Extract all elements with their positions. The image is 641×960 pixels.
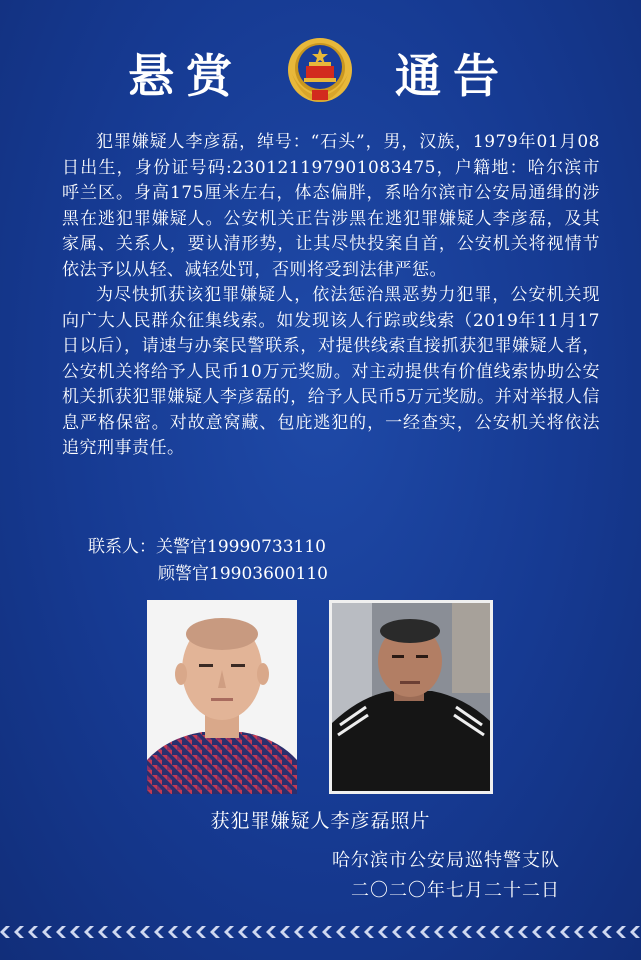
notice-paragraph-2: 为尽快抓获该犯罪嫌疑人，依法惩治黑恶势力犯罪，公安机关现向广大人民群众征集线索。如发现该人行踪或线索（2019年11月17日以后），请速与办案民警联系，对提供线索直接抓获犯罪嫌疑人者，公安机关将给予人民币10万元奖励。对主动提供有价值线索协助公安机关抓获犯罪嫌疑人李彦磊的，给予人民币5万元奖励。并对举报人信息严格保密。对故意窝藏、包庇逃犯的，一经查实，公安机关将依法追究刑事责任。	[62, 285, 600, 458]
issue-date: 二〇二〇年七月二十二日	[351, 880, 560, 901]
suspect-photo-2	[329, 600, 493, 794]
police-emblem-icon	[282, 34, 358, 110]
contact-line-2: 顾警官19903600110	[158, 564, 328, 584]
notice-paragraph-1: 犯罪嫌疑人李彦磊，绰号：“石头”，男，汉族，1979年01月08日出生，身份证号码:230121197901083475，户籍地：哈尔滨市呼兰区。身高175厘米左右，体态偏胖，系哈尔滨市公安局通缉的涉黑在逃犯罪嫌疑人。公安机关正告涉黑在逃犯罪嫌疑人李彦磊，及其家属、关系人，要认清形势，让其尽快投案自首，公安机关将视情节依法予以从轻、减轻处罚，否则将受到法律严惩。	[62, 132, 600, 280]
contact-block	[88, 534, 328, 588]
contact-line-1: 联系人：关警官19990733110	[88, 537, 326, 557]
title-left: 悬赏	[128, 49, 244, 103]
suspect-photo-1	[147, 600, 297, 794]
issuer-name: 哈尔滨市公安局巡特警支队	[332, 850, 560, 871]
title-right: 通告	[395, 49, 511, 103]
decorative-border	[0, 926, 641, 938]
notice-body	[62, 130, 600, 462]
title-row	[0, 40, 641, 130]
photo-caption: 获犯罪嫌疑人李彦磊照片	[210, 810, 431, 832]
